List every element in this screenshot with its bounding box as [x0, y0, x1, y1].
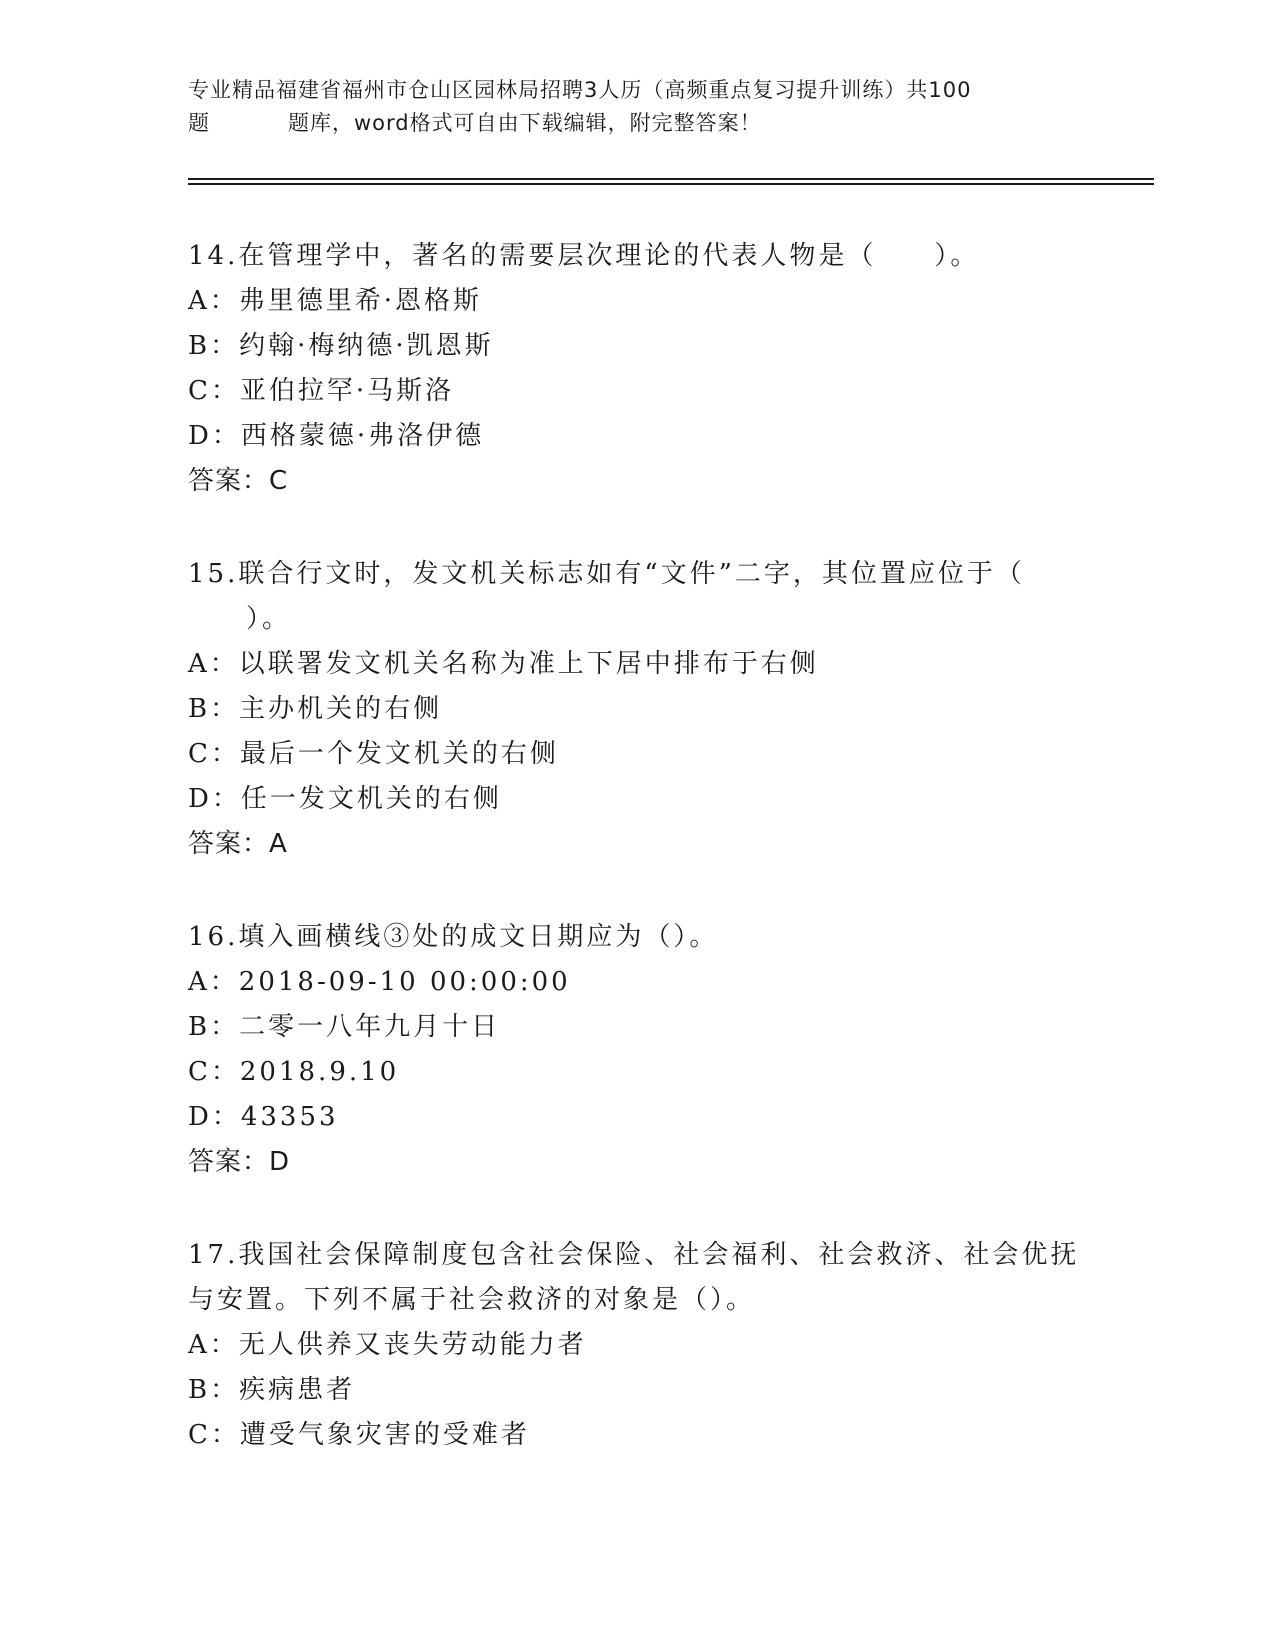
option-d: D：西格蒙德·弗洛伊德	[188, 421, 485, 451]
option-b: B：疾病患者	[188, 1375, 356, 1405]
question-17	[188, 1233, 1088, 1458]
option-d: D：43353	[188, 1102, 339, 1132]
option-b: B：约翰·梅纳德·凯恩斯	[188, 331, 494, 361]
option-a: A：弗里德里希·恩格斯	[188, 286, 483, 316]
question-14	[188, 234, 1088, 504]
document-header	[188, 74, 1088, 140]
question-text: 15.联合行文时，发文机关标志如有“文件”二字，其位置应位于（	[188, 559, 1025, 589]
header-line-2	[188, 107, 1088, 140]
option-c: C：亚伯拉罕·马斯洛	[188, 376, 455, 406]
header-line-2-left: 题	[188, 111, 210, 135]
question-text: 16.填入画横线③处的成文日期应为（）。	[188, 922, 719, 952]
header-line-2-right: 题库，word格式可自由下载编辑，附完整答案！	[288, 111, 762, 135]
question-text-continuation: 与安置。下列不属于社会救济的对象是（）。	[188, 1285, 756, 1315]
option-c: C：遭受气象灾害的受难者	[188, 1420, 530, 1450]
answer-line: 答案：D	[188, 1147, 291, 1177]
option-b: B：二零一八年九月十日	[188, 1012, 501, 1042]
option-a: A：2018-09-10 00:00:00	[188, 967, 571, 997]
header-line-1: 专业精品福建省福州市仓山区园林局招聘3人历（高频重点复习提升训练）共100	[188, 78, 972, 102]
question-list	[188, 234, 1088, 1506]
option-a: A：以联署发文机关名称为准上下居中排布于右侧	[188, 649, 819, 679]
answer-line: 答案：A	[188, 829, 288, 859]
question-text: 14.在管理学中，著名的需要层次理论的代表人物是（ ）。	[188, 241, 980, 271]
option-a: A：无人供养又丧失劳动能力者	[188, 1330, 587, 1360]
question-text-continuation	[188, 597, 1088, 642]
option-d: D：任一发文机关的右侧	[188, 784, 502, 814]
option-b: B：主办机关的右侧	[188, 694, 443, 724]
header-rule-bottom	[188, 183, 1154, 185]
option-c: C：2018.9.10	[188, 1057, 400, 1087]
question-text: 17.我国社会保障制度包含社会保险、社会福利、社会救济、社会优抚	[188, 1240, 1080, 1270]
question-15	[188, 552, 1088, 867]
option-c: C：最后一个发文机关的右侧	[188, 739, 559, 769]
answer-line: 答案：C	[188, 466, 289, 496]
question-text-continuation-text: ）。	[246, 604, 292, 634]
header-rule-top	[188, 178, 1154, 180]
question-16	[188, 915, 1088, 1185]
